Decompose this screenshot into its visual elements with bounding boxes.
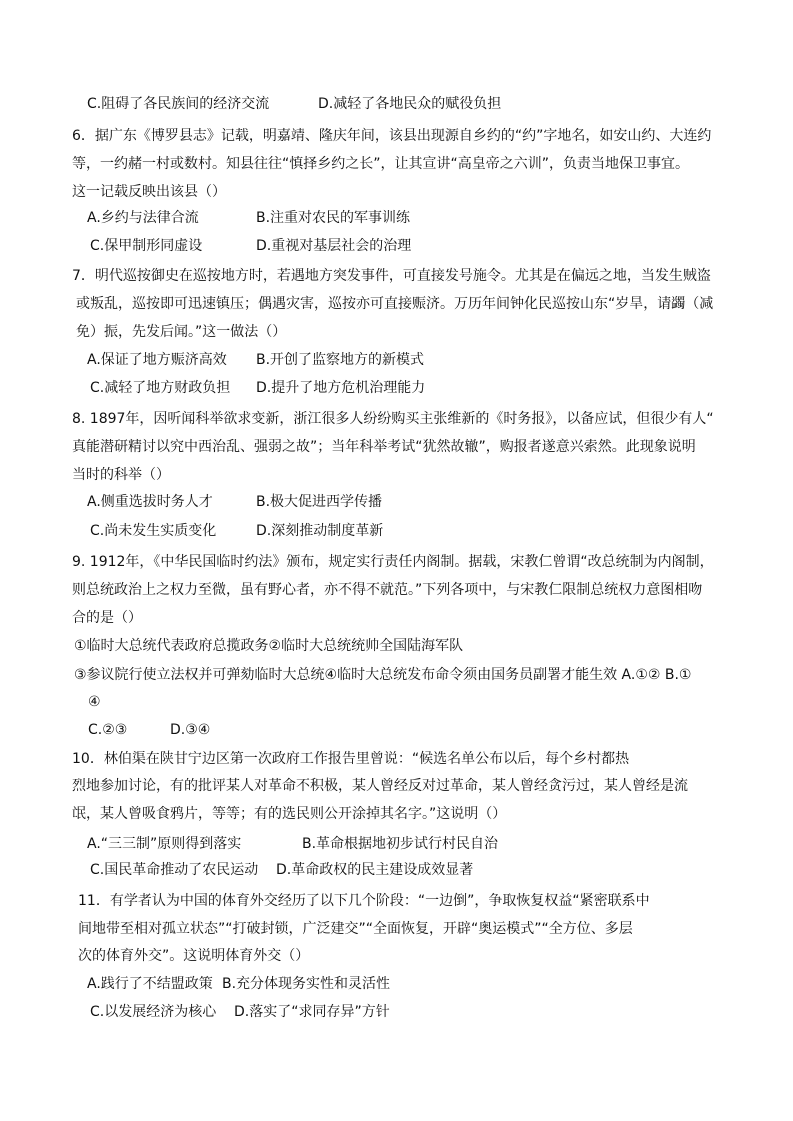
q7-option-d: D.提升了地方危机治理能力 [256,380,426,396]
q7-stem-line-1: 7．明代巡按御史在巡按地方时，若遇地方突发事件，可直接发号施令。尤其是在偏远之地，当发生贼盗 [72,268,711,284]
q9-stem-line-2: 则总统政治上之权力至微，虽有野心者，亦不得不就范。”下列各项中，与宋教仁限制总统权力意图相吻 [72,582,703,598]
q6-stem-line-2: 等，一约赭一村或数村。知县往往“慎择乡约之长”，让其宣讲“高皇帝之六训”，负责当地保卫事宜。 [72,156,690,172]
q11-option-b: B.充分体现务实性和灵活性 [222,976,391,992]
q11-stem-line-3: 次的体育外交”。这说明体育外交（） [78,948,310,964]
q6-stem-line-3: 这一记载反映出该县（） [72,184,226,200]
q10-stem-line-2: 烈地参加讨论，有的批评某人对革命不积极，某人曾经反对过革命，某人曾经贪污过，某人曾经是流 [72,778,688,794]
q10-stem-line-3: 氓，某人曾吸食鸦片，等等；有的选民则公开涂掉其名字。”这说明（） [72,806,507,822]
q10-option-a: A.“三三制”原则得到落实 [87,836,242,852]
q6-option-c: C.保甲制形同虚设 [90,238,203,254]
q9-items-line-1: ①临时大总统代表政府总揽政务②临时大总统统帅全国陆海军队 [74,638,464,654]
q11-stem-line-1: 11．有学者认为中国的体育外交经历了以下几个阶段：“一边倒”，争取恢复权益“紧密联系中 [78,893,650,909]
q8-option-c: C.尚未发生实质变化 [90,523,217,539]
q10-stem-line-1: 10．林伯渠在陕甘宁边区第一次政府工作报告里曾说：“候选名单公布以后，每个乡村都热 [72,751,630,767]
q7-stem-line-3: 免）振，先发后闻。”这一做法（） [76,324,287,340]
q8-stem-line-3: 当时的科举（） [72,467,170,483]
q10-option-d: D.革命政权的民主建设成效显著 [276,862,474,878]
q7-option-b: B.开创了监察地方的新模式 [256,352,425,368]
q8-option-a: A.侧重选拔时务人才 [87,494,213,510]
q8-option-b: B.极大促进西学传播 [256,494,383,510]
q11-stem-line-2: 间地带至相对孤立状态”“打破封锁，广泛建交”“全面恢复，开辟“奥运模式”“全方位、多层 [78,921,633,937]
q9-option-c: C.②③ [88,722,128,738]
q11-option-d: D.落实了“求同存异”方针 [234,1004,390,1020]
q8-option-d: D.深刻推动制度革新 [256,523,384,539]
q7-option-a: A.保证了地方赈济高效 [87,352,227,368]
q6-option-d: D.重视对基层社会的治理 [256,238,412,254]
q11-option-c: C.以发展经济为核心 [90,1004,217,1020]
q9-option-d: D.③④ [170,722,211,738]
q8-stem-line-2: 真能潜研精讨以究中西治乱、强弱之故”；当年科举考试“犹然故辙”，购报者遂意兴索然。此现象说明 [72,439,696,455]
q11-option-a: A.践行了不结盟政策 [87,976,213,992]
q5-option-c: C.阻碍了各民族间的经济交流 [87,96,270,112]
q6-option-b: B.注重对农民的军事训练 [256,210,411,226]
q9-items-line-3: ④ [88,694,101,710]
q5-option-d: D.减轻了各地民众的赋役负担 [318,96,502,112]
q7-option-c: C.减轻了地方财政负担 [90,380,231,396]
q6-stem-line-1: 6．据广东《博罗县志》记载，明嘉靖、隆庆年间，该县出现源自乡约的“约”字地名，如安山约、大连约 [72,128,712,144]
q10-option-b: B.革命根据地初步试行村民自治 [302,836,499,852]
q9-items-line-2: ③参议院行使立法权并可弹劾临时大总统④临时大总统发布命令须由国务员副署才能生效 A.①② B.① [74,667,692,683]
q6-option-a: A.乡约与法律合流 [87,210,199,226]
q10-option-c: C.国民革命推动了农民运动 [90,862,259,878]
q7-stem-line-2: 或叛乱，巡按即可迅速镇压；偶遇灾害，巡按亦可直接赈济。万历年间钟化民巡按山东“岁旱，请蠲（减 [76,296,714,312]
q8-stem-line-1: 8. 1897年，因听闻科举欲求变新，浙江很多人纷纷购买主张维新的《时务报》，以备应试，但很少有人“ [72,411,714,427]
q9-stem-line-1: 9. 1912年，《中华民国临时约法》颁布，规定实行责任内阁制。据载，宋教仁曾谓“改总统制为内阁制， [72,554,714,570]
q9-stem-line-3: 合的是（） [72,610,142,626]
